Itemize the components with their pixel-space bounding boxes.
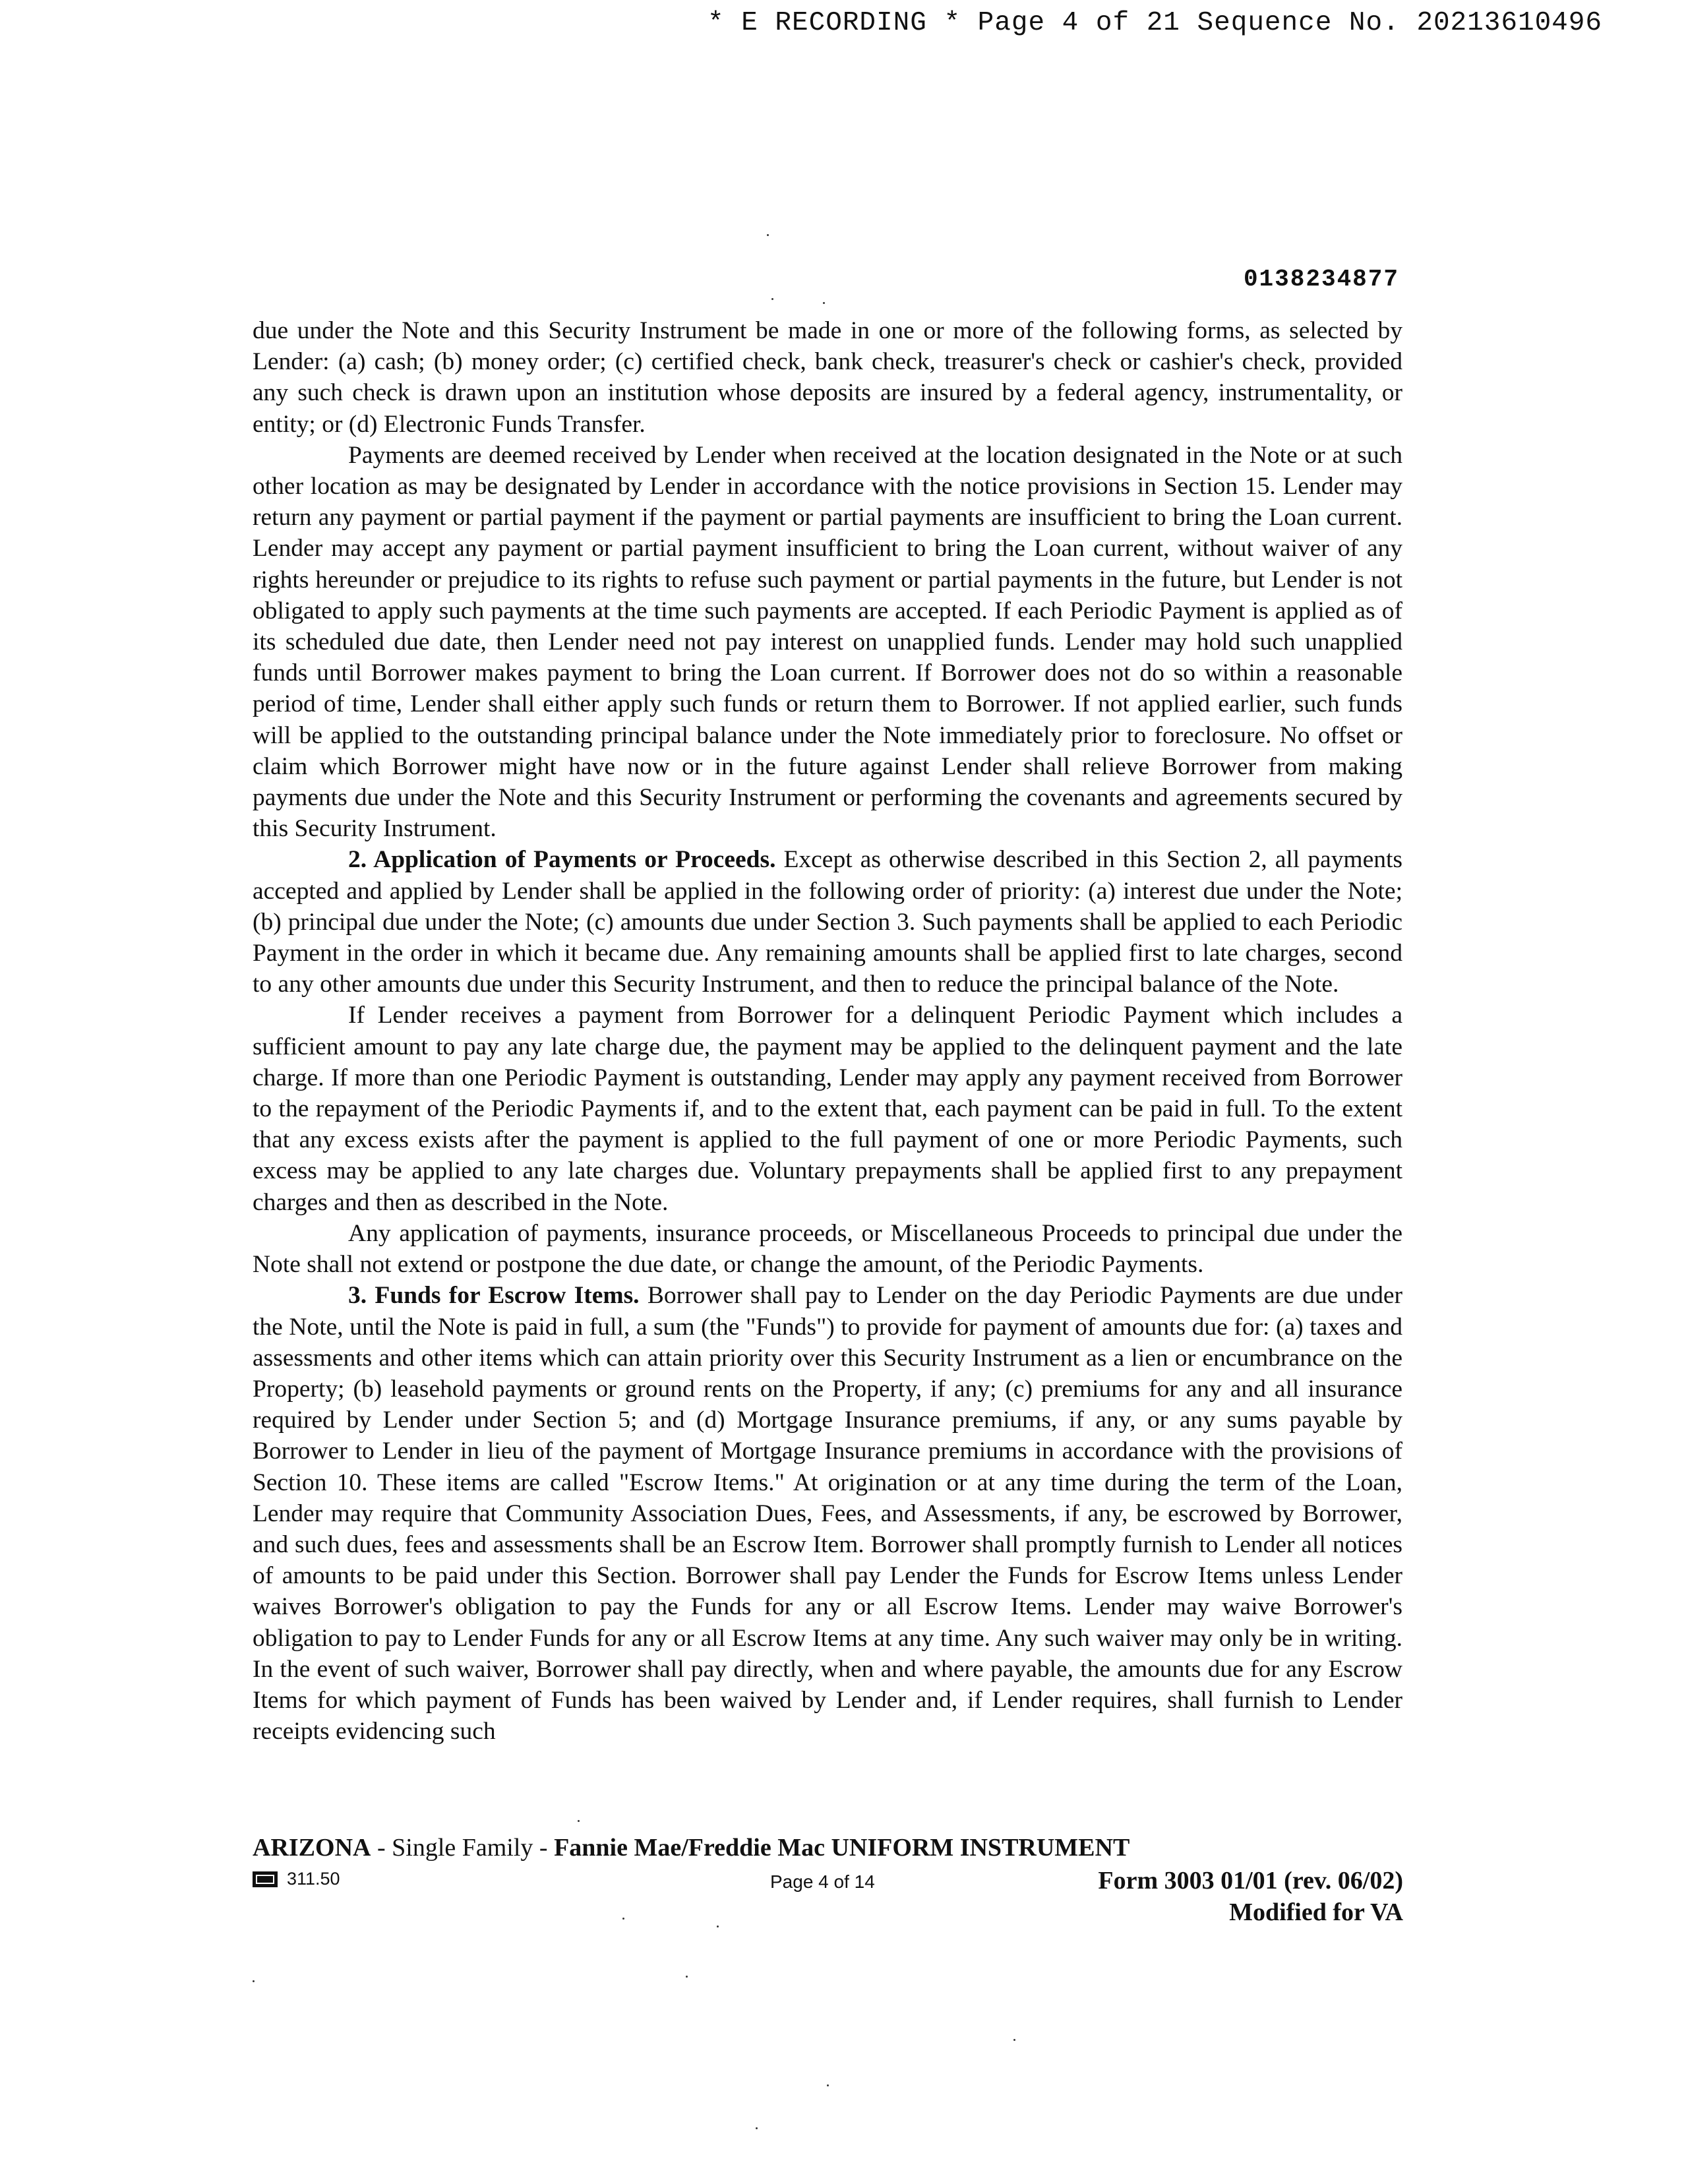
scan-speck [253, 1980, 255, 1982]
footer-code-number: 311.50 [287, 1869, 340, 1889]
footer-code [253, 1869, 340, 1889]
footer-title [253, 1833, 1130, 1862]
footer-form [1098, 1865, 1403, 1928]
paragraph: Any application of payments, insurance proceeds, or Miscellaneous Proceeds to principal due under the Note shall not extend or postpone the due date, or change the amount, of the Periodic Payments. [253, 1219, 1402, 1279]
paragraph: Payments are deemed received by Lender when received at the location designated in the Note or at such other location as may be designated by Lender in accordance with the notice provisions in Section 15. Lender may return any payment or partial payment if the payment or partial payments are insufficient to bring the Loan current. Lender may accept any payment or partial payment insufficient to bring the Loan current, without waiver of any rights hereunder or prejudice to its rights to refuse such payment or partial payments in the future, but Lender is not obligated to apply such payments at the time such payments are accepted. If each Periodic Payment is applied as of its scheduled due date, then Lender need not pay interest on unapplied funds. Lender may hold such unapplied funds until Borrower makes payment to bring the Loan current. If Borrower does not do so within a reasonable period of time, Lender shall either apply such funds or return them to Borrower. If not applied earlier, such funds will be applied to the outstanding principal balance under the Note immediately prior to foreclosure. No offset or claim which Borrower might have now or in the future against Lender shall relieve Borrower from making payments due under the Note and this Security Instrument or performing the covenants and agreements secured by this Security Instrument. [253, 441, 1402, 843]
form-modified: Modified for VA [1229, 1898, 1403, 1926]
paragraph [253, 1280, 1402, 1747]
paragraph-text: Except as otherwise described in this Section 2, all payments accepted and applied by Lender shall be applied in the following order of priority: (a) interest due under the Note; (b) principal due under the Note; (c) amounts due under Section 3. Such payments shall be applied to each Periodic Payment in the order in which it became due. Any remaining amounts shall be applied first to late charges, second to any other amounts due under this Security Instrument, and then to reduce the principal balance of the Note. [253, 846, 1403, 998]
section-heading: 2. Application of Payments or Proceeds. [348, 846, 776, 874]
footer-separator: - Single Family - [371, 1834, 555, 1862]
recording-header: * E RECORDING * Page 4 of 21 Sequence No. 20213610496 [707, 8, 1602, 38]
paragraph [253, 844, 1402, 1000]
paragraph-text: Borrower shall pay to Lender on the day Periodic Payments are due under the Note, until the Note is paid in full, a sum (the "Funds") to provide for payment of amounts due for: (a) taxes and assessments and other items which can attain priority over this Security Instrument as a lien or encumbrance on the Property; (b) leasehold payments or ground rents on the Property, if any; (c) premiums for any and all insurance required by Lender under Section 5; and (d) Mortgage Insurance premiums, if any, or any sums payable by Borrower to Lender in lieu of the payment of Mortgage Insurance premiums in accordance with the provisions of Section 10. These items are called "Escrow Items." At origination or at any time during the term of the Loan, Lender may require that Community Association Dues, Fees, and Assessments, if any, be escrowed by Borrower, and such dues, fees and assessments shall be an Escrow Item. Borrower shall promptly furnish to Lender all notices of amounts to be paid under this Section. Borrower shall pay Lender the Funds for Escrow Items unless Lender waives Borrower's obligation to pay the Funds for any or all Escrow Items. Lender may waive Borrower's obligation to pay to Lender Funds for any or all Escrow Items at any time. Any such waiver may only be in writing. In the event of such waiver, Borrower shall pay directly, when and where payable, the amounts due for any Escrow Items for which payment of Funds has been waived by Lender and, if Lender requires, shall furnish to Lender receipts evidencing such [253, 1282, 1402, 1745]
form-number: Form 3003 01/01 (rev. 06/02) [1098, 1867, 1403, 1895]
scan-speck [827, 2084, 829, 2086]
footer-instrument: Fannie Mae/Freddie Mac UNIFORM INSTRUMENT [554, 1834, 1130, 1862]
footer-state: ARIZONA [253, 1834, 371, 1862]
footer-page-number: Page 4 of 14 [770, 1871, 875, 1892]
scan-speck [578, 1820, 580, 1822]
scan-speck [717, 1926, 719, 1927]
scan-speck [767, 234, 769, 236]
scan-speck [622, 1918, 624, 1920]
document-body [253, 315, 1402, 1747]
scan-speck [1013, 2039, 1015, 2041]
scan-speck [771, 298, 773, 300]
scan-speck [756, 2127, 758, 2129]
scan-speck [686, 1976, 688, 1978]
paragraph: If Lender receives a payment from Borrower for a delinquent Periodic Payment which includes a sufficient amount to pay any late charge due, the payment may be applied to the delinquent payment and the late charge. If more than one Periodic Payment is outstanding, Lender may apply any payment received from Borrower to the repayment of the Periodic Payments if, and to the extent that, each payment can be paid in full. To the extent that any excess exists after the payment is applied to the full payment of one or more Periodic Payments, such excess may be applied to any late charges due. Voluntary prepayments shall be applied first to any prepayment charges and then as described in the Note. [253, 1002, 1402, 1216]
paragraph: due under the Note and this Security Instrument be made in one or more of the following forms, as selected by Lender: (a) cash; (b) money order; (c) certified check, bank check, treasurer's check or cashier's check, provided any such check is drawn upon an institution whose deposits are insured by a federal agency, instrumentality, or entity; or (d) Electronic Funds Transfer. [253, 317, 1402, 438]
section-heading: 3. Funds for Escrow Items. [348, 1282, 640, 1310]
document-code-icon [253, 1871, 278, 1887]
loan-number: 0138234877 [1243, 266, 1399, 293]
scan-speck [823, 302, 825, 304]
